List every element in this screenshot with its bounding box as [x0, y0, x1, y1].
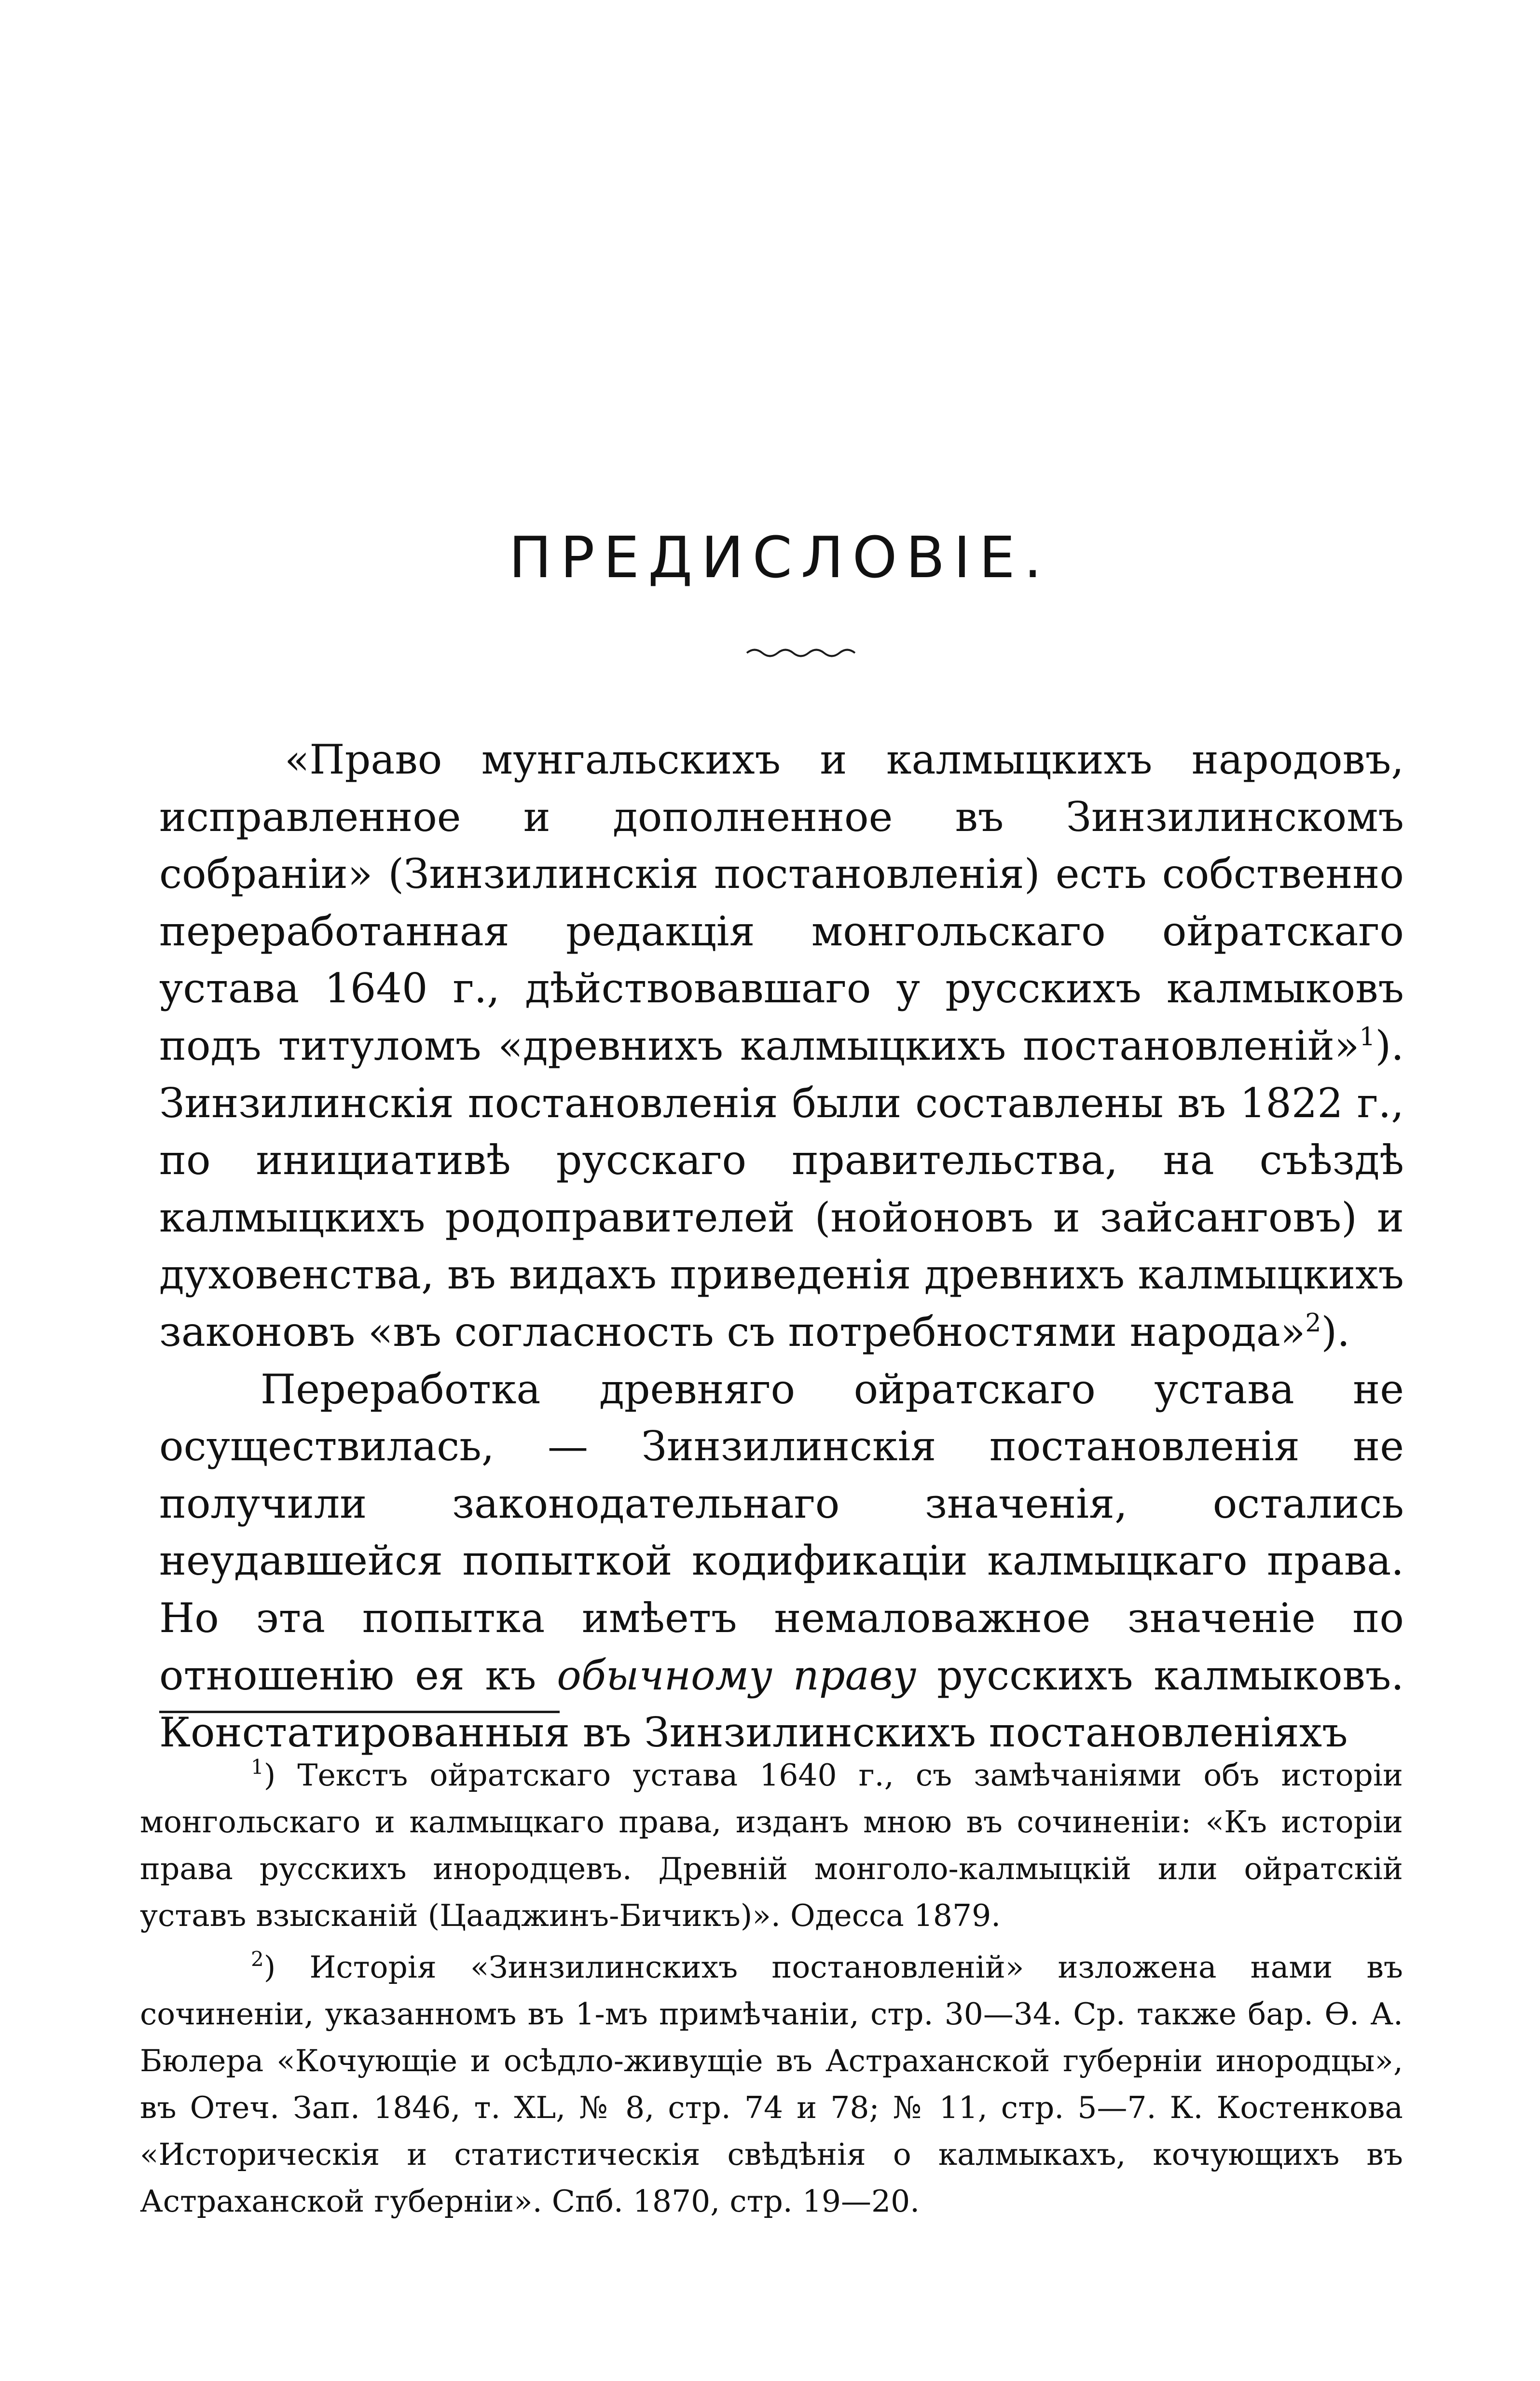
paragraph-1-text-a: «Право мунгальскихъ и калмыцкихъ народовъ, исправленное и дополненное въ Зинзилинскомъ собранiи» (Зинзилинскiя постановленiя) есть собственно переработанная редакцiя монгольскаго ойратскаго устава 1640 г., дѣйствовавшаго у русскихъ калмыковъ подъ титуломъ «древнихъ калмыцкихъ постановленiй»: [159, 736, 1404, 1069]
main-text: [159, 731, 1404, 1761]
paragraph-2: [159, 1361, 1404, 1761]
footnote-1: [140, 1752, 1403, 1939]
paragraph-2-text-a: Переработка древняго ойратскаго устава не осуществилась, — Зинзилинскiя постановленiя не получили законодательнаго значенiя, остались неудавшейся попыткой кодификацiи калмыцкаго права. Но эта попытка имѣетъ немаловажное значенiе по отношенiю ея къ: [159, 1365, 1404, 1699]
footnote-ref-1: 1: [1359, 1022, 1375, 1052]
paragraph-1: [159, 731, 1404, 1361]
wavy-ornament-icon: [743, 646, 864, 660]
footnote-1-mark: 1: [251, 1755, 264, 1779]
footnote-1-text: ) Текстъ ойратскаго устава 1640 г., съ замѣчанiями объ исторiи монгольскаго и калмыцкаго права, изданъ мною въ сочиненiи: «Къ исторiи права русскихъ инородцевъ. Древнiй монголо-калмыцкiй или ойратскiй уставъ взысканiй (Цааджинъ-Бичикъ)». Одесса 1879.: [140, 1758, 1403, 1933]
footnote-ref-2: 2: [1305, 1308, 1321, 1338]
paragraph-1-text-b: ). Зинзилинскiя постановленiя были составлены въ 1822 г., по инициативѣ русскаго правительства, на съѣздѣ калмыцкихъ родоправителей (нойоновъ и зайсанговъ) и духовенства, въ видахъ приведенiя древнихъ калмыцкихъ законовъ «въ согласность съ потребностями народа»: [159, 1022, 1404, 1356]
footnote-divider: [159, 1711, 560, 1713]
footnote-2-mark: 2: [251, 1947, 264, 1971]
paragraph-1-text-c: ).: [1321, 1308, 1350, 1356]
paragraph-2-text-b: русскихъ калмыковъ. Констатированныя въ Зинзилинскихъ постановленiяхъ: [159, 1651, 1404, 1757]
footnote-2-text: ) Исторiя «Зинзилинскихъ постановленiй» изложена нами въ сочиненiи, указанномъ въ 1-мъ примѣчанiи, стр. 30—34. Ср. также бар. Ѳ. А. Бюлера «Кочующiе и осѣдло-живущiе въ Астраханской губернiи инородцы», въ Отеч. Зап. 1846, т. XL, № 8, стр. 74 и 78; № 11, стр. 5—7. К. Костенкова «Историческiя и статистическiя свѣдѣнiя о калмыкахъ, кочующихъ въ Астраханской губернiи». Спб. 1870, стр. 19—20.: [140, 1950, 1403, 2219]
paragraph-2-emphasis: обычному праву: [557, 1651, 917, 1699]
footnotes: [140, 1752, 1403, 2229]
page-title: ПРЕДИСЛОВIЕ.: [509, 524, 1051, 591]
footnote-2: [140, 1944, 1403, 2225]
